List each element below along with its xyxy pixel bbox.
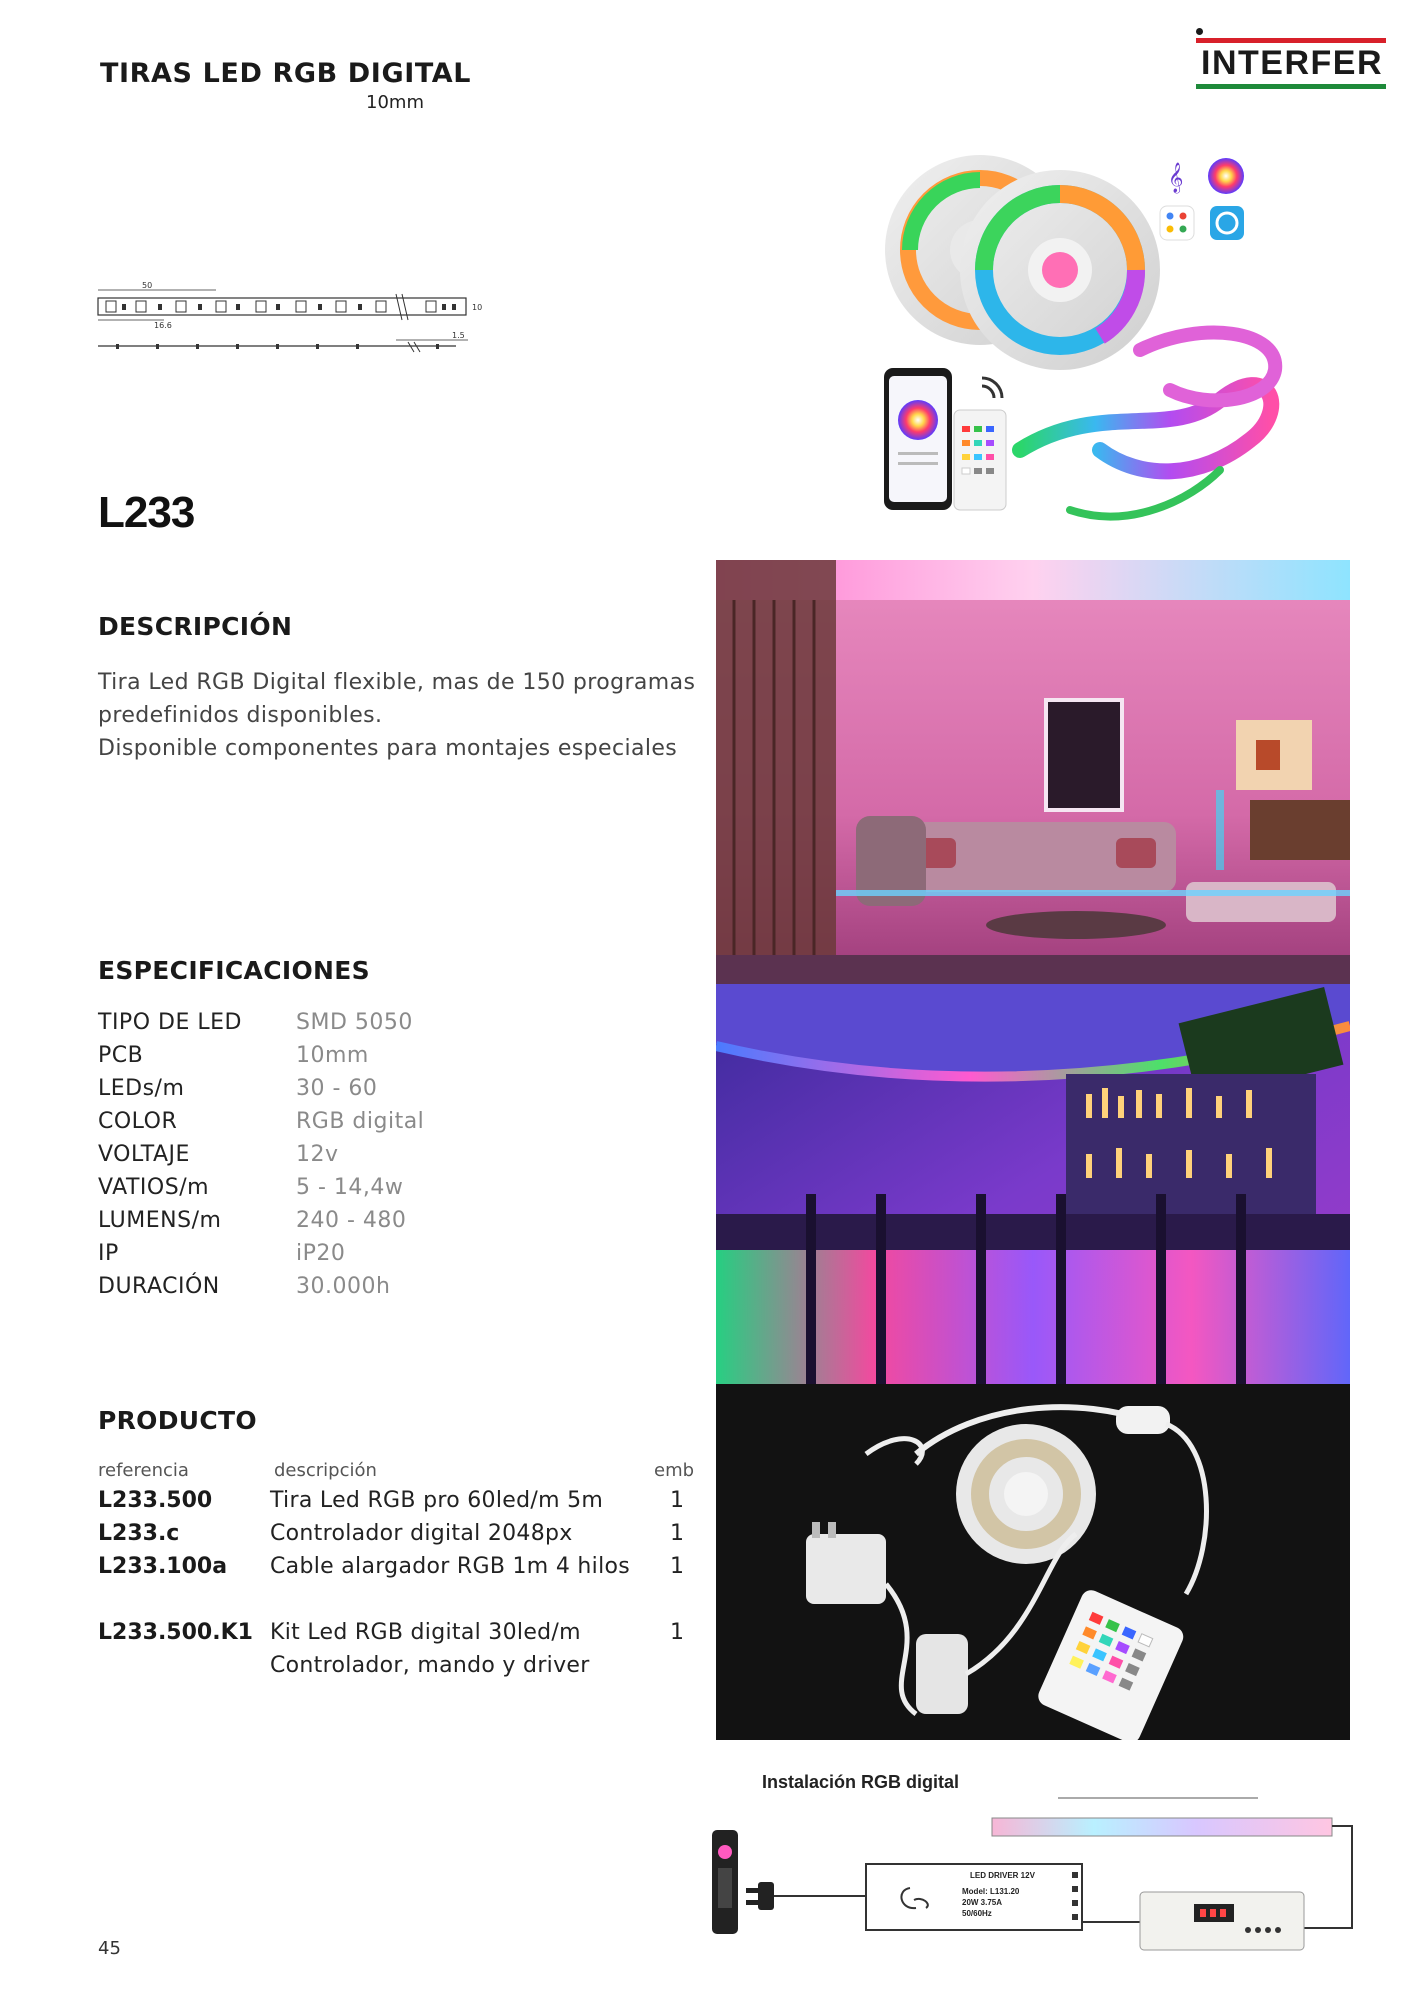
spec-row [98,1010,498,1043]
driver-label-3: 20W 3.75A [962,1898,1003,1907]
description-line: Tira Led RGB Digital flexible, mas de 150 programas [98,670,696,695]
page-title: TIRAS LED RGB DIGITAL [100,58,472,89]
product-desc: Cable alargador RGB 1m 4 hilos [270,1554,631,1579]
spec-row [98,1043,498,1076]
spec-row [98,1274,498,1307]
product-ref: L233.500 [98,1488,213,1513]
spec-value: 12v [296,1142,339,1167]
installation-diagram [700,1790,1360,1970]
spec-label: TIPO DE LED [98,1010,242,1035]
spec-label: LUMENS/m [98,1208,222,1233]
product-image-rgb-kit [870,150,1290,550]
spec-row [98,1142,498,1175]
spec-value: 5 - 14,4w [296,1175,404,1200]
specifications-heading: ESPECIFICACIONES [98,956,370,985]
description-line: Disponible componentes para montajes especiales [98,736,678,761]
column-header-ref: referencia [98,1460,189,1481]
dim-pitch-label: 16.6 [154,321,172,330]
specifications-table [98,1010,498,1307]
spec-label: VATIOS/m [98,1175,210,1200]
spec-value: iP20 [296,1241,346,1266]
description-heading: DESCRIPCIÓN [98,612,293,641]
spec-label: PCB [98,1043,144,1068]
photo-living-room [716,560,1350,984]
product-desc-line2: Controlador, mando y driver [270,1653,590,1678]
spec-label: DURACIÓN [98,1274,220,1299]
product-desc: Controlador digital 2048px [270,1521,573,1546]
photo-bar [716,984,1350,1384]
product-emb: 1 [670,1620,684,1645]
driver-label-4: 50/60Hz [962,1909,992,1918]
spec-value: 30 - 60 [296,1076,378,1101]
product-ref: L233.c [98,1521,180,1546]
driver-label-1: LED DRIVER 12V [970,1871,1035,1880]
spec-value: SMD 5050 [296,1010,413,1035]
dim-width-label: 50 [142,281,153,290]
product-ref: L233.100a [98,1554,228,1579]
led-strip-diagram [96,280,486,360]
dim-thickness-label: 1.5 [452,331,465,340]
product-heading: PRODUCTO [98,1406,257,1435]
spec-row [98,1175,498,1208]
spec-value: 30.000h [296,1274,391,1299]
product-table [98,1460,698,1690]
brand-logo [1196,28,1388,86]
installation-title: Instalación RGB digital [762,1772,960,1792]
spec-label: IP [98,1241,119,1266]
dim-height-label: 10 [472,303,483,312]
product-code: L233 [98,488,195,537]
brand-name: INTERFER [1201,44,1383,82]
description-line: predefinidos disponibles. [98,703,383,728]
spec-row [98,1109,498,1142]
spec-label: LEDs/m [98,1076,185,1101]
spec-value: RGB digital [296,1109,425,1134]
spec-row [98,1241,498,1274]
svg-text:𝄞: 𝄞 [1168,163,1184,193]
spec-label: VOLTAJE [98,1142,190,1167]
description-text [98,666,698,765]
product-emb: 1 [670,1488,684,1513]
product-ref: L233.500.K1 [98,1620,253,1645]
photo-led-kit [716,1384,1350,1740]
product-desc: Tira Led RGB pro 60led/m 5m [270,1488,604,1513]
page-subtitle: 10mm [366,92,424,113]
page-number: 45 [98,1938,121,1959]
column-header-emb: emb [654,1460,695,1481]
driver-label-2: Model: L131.20 [962,1887,1020,1896]
spec-value: 10mm [296,1043,369,1068]
product-emb: 1 [670,1554,684,1579]
product-desc: Kit Led RGB digital 30led/m [270,1620,581,1645]
product-emb: 1 [670,1521,684,1546]
spec-value: 240 - 480 [296,1208,407,1233]
column-header-desc: descripción [274,1460,377,1481]
spec-row [98,1076,498,1109]
spec-row [98,1208,498,1241]
spec-label: COLOR [98,1109,178,1134]
